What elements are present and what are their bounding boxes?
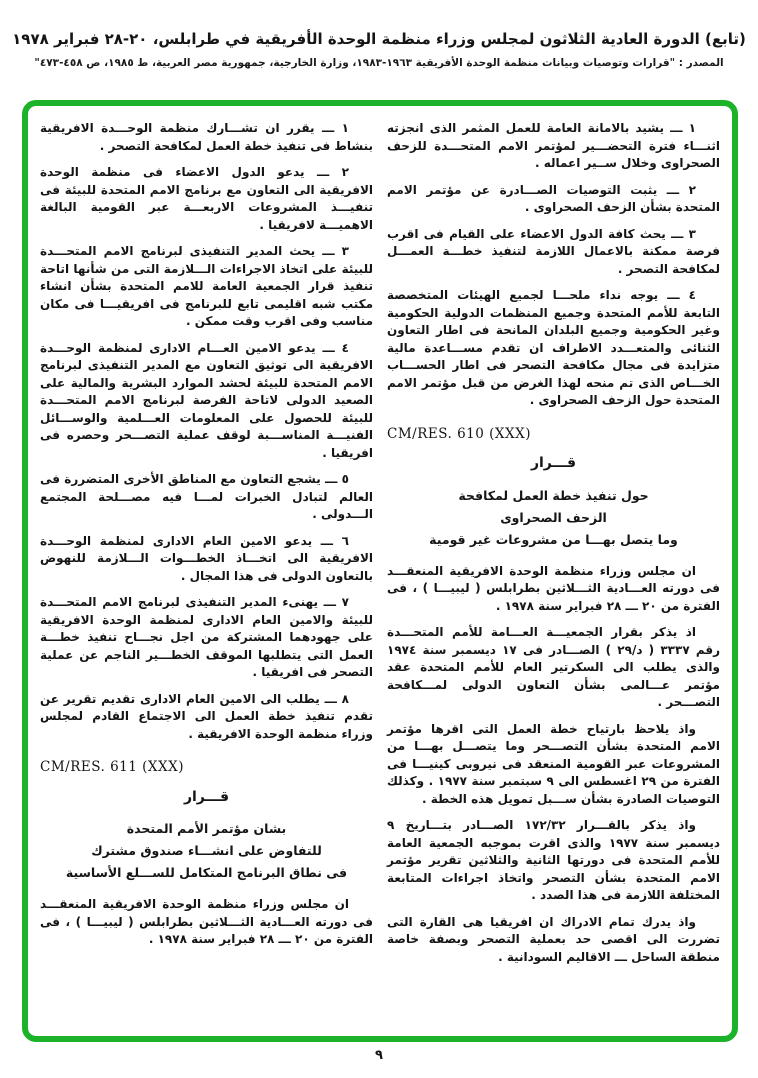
paragraph: ٤ ـــ يوجه نداء ملحـــا لجميع الهيئات المتخصصة التابعة للأمم المتحدة وجميع المنظمات الدولية الحكومية وغير الحكومية وجميع البلدان المانحة فى اطار التعاون الثنائى والمتعـــدد الاطراف ان تقدم مســـاعدة مالية متزايدة فى مجال مكافحة التصحر فى اطار الحســـاب الخـــاص الذى تم منحه لهذا الغرض من قبل مؤتمر الامم المتحدة حول الزحف الصحراوى .: [387, 288, 720, 407]
resolution-subtitle: بشان مؤتمر الأمم المتحدة للتفاوض على انشـــاء صندوق مشترك فى نطاق البرنامج المتكامل للســـلع الأساسية: [65, 821, 348, 880]
resolution-heading: قـــرار: [183, 788, 230, 805]
paragraph: ان مجلس وزراء منظمة الوحدة الافريقية المنعقـــد فى دورته العـــادية الثـــلاثين بطرابلس ( ليبيـــا ) ، فى الفترة من ٢٠ ـــ ٢٨ فبراير سنة ١٩٧٨ .: [387, 563, 720, 613]
paragraph: ١ ـــ يقرر ان تشـــارك منظمة الوحـــدة الافريقية بنشاط فى تنفيذ خطة العمل لمكافحة التصحر .: [40, 121, 373, 153]
paragraph: ٢ ـــ يدعو الدول الاعضاء فى منظمة الوحدة الافريقية الى التعاون مع برنامج الامم المتحدة للبيئة فى تنفيـــذ المشروعات الاربعـــة عبر القومية البالغة الاهميـــة لافريقيا .: [40, 165, 373, 232]
paragraph: اذ يذكر بقرار الجمعيـــة العـــامة للأمم المتحـــدة رقم ٣٣٣٧ ( د/٢٩ ) الصـــادر فى ١٧ ديسمبر سنة ١٩٧٤ والذى يطلب الى السكرتير العام للأمم المتحدة عقد مؤتمر عـــالمى بشأن التعاون الدولى لمـــكافحة التصـــحر .: [387, 625, 720, 709]
paragraph: ان مجلس وزراء منظمة الوحدة الافريقية المنعقـــد فى دورته العـــادية الثـــلاثين بطرابلس ( ليبيـــا ) ، فى الفترة من ٢٠ ـــ ٢٨ فبراير سنة ١٩٧٨ .: [40, 897, 373, 946]
paragraph: ٧ ـــ يهنىء المدير التنفيذى لبرنامج الامم المتحـــدة للبيئة والامين العام الادارى لمنظمة الوحدة الافريقية على جهودهما المشتركة من اجل نجـــاح تنفيذ خطـــة العمل التى يتطلبها الموقف الخطـــير الناجم عن عملية التصحر فى افريقيا .: [40, 595, 373, 679]
resolution-code: CM/RES. 610 (XXX): [387, 425, 531, 442]
paragraph: واذ يلاحظ بارتياح خطة العمل التى اقرها مؤتمر الامم المتحدة بشأن التصـــحر وما يتصـــل بهـــا من المشروعات عبر القومية المنعقد فى نيروبى كينيـــا فى الفترة من ٢٩ اغسطس الى ٩ سبتمبر سنة ١٩٧٧ . وكذلك التوصيات الصادرة بشأن ســـبل تمويل هذه الخطة .: [387, 721, 721, 806]
two-column-body: [28, 106, 732, 1036]
column-left: [40, 120, 373, 1028]
source-line: المصدر : "قرارات وتوصيات وبيانات منظمة الوحدة الأفريقية ١٩٦٣-١٩٨٣، وزارة الخارجية، جمهورية مصر العربية، ط ١٩٨٥، ص ٤٥٨-٤٧٣": [34, 57, 724, 69]
paragraph: ٣ ـــ يحث المدير التنفيذى لبرنامج الامم المتحـــدة للبيئة على اتخاذ الاجراءات الـــلازمة التى من شأنها اتاحة تنفيذ قرار الجمعية العامة للامم المتحدة بشأن انشاء مكتب شبه اقليمى تابع للبرنامج فى افريقيـــا فى مكان مناسب وفى اقرب وقت ممكن .: [40, 244, 373, 328]
page-title: (تابع) الدورة العادية الثلاثون لمجلس وزراء منظمة الوحدة الأفريقية في طرابلس، ٢٠-٢٨ فبراير ١٩٧٨: [12, 30, 746, 48]
paragraph: ٦ ـــ يدعو الامين العام الادارى لمنظمة الوحـــدة الافريقية الى اتخـــاذ الخطـــوات الـــلازمة للنهوض بالتعاون الدولى فى هذا المجال .: [40, 533, 373, 583]
column-right: [387, 120, 720, 1028]
paragraph: ٤ ـــ يدعو الامين العـــام الادارى لمنظمة الوحـــدة الافريقية الى توثيق التعاون مع المدير التنفيذى لبرنامج الامم المتحدة للبيئة لحشد الموارد البشرية والمالية على الصعيد الدولى لاتاحة الفرصة لبرنامج الامم المتحـــدة للبيئة للحصول على المعلومات العـــلمية والوســـائل الفنيـــة المناســـبة لوقف عملية التصـــحر وحصره فى افريقيا .: [40, 340, 373, 460]
document-header: [0, 30, 758, 69]
paragraph: واذ يذكر بالقـــرار ١٧٢/٣٢ الصـــادر بتـــاريخ ٩ ديسمبر سنة ١٩٧٧ والذى اقرت بموجبه الجمعية العامة للأمم المتحدة فى دورتها الثانية والثلاثين تقرير مؤتمر الامم المتحدة بشأن التصحر واتخاذ اجراءات المتابعة المختلفة اللازمة فى هذا الصدد .: [387, 818, 721, 902]
paragraph: واذ يدرك تمام الادراك ان افريقيا هى القارة التى تضررت الى اقصى حد بعملية التصحر وبصفة خاصة منطقة الساحل ـــ الاقاليم السودانية .: [387, 914, 720, 964]
paragraph: ٨ ـــ يطلب الى الامين العام الادارى تقديم تقرير عن تقدم تنفيذ خطة العمل الى الاجتماع القادم لمجلس وزراء منظمة الوحدة الافريقية .: [40, 691, 373, 741]
green-border-frame: [22, 100, 738, 1042]
paragraph: ١ ـــ يشيد بالامانة العامة للعمل المثمر الذى انجزته اثنـــاء فترة التحضـــير لمؤتمر الامم المتحـــدة للزحف الصحراوى وخلال ســير اعماله .: [387, 121, 720, 170]
resolution-heading: قـــرار: [530, 455, 577, 471]
paragraph: ٢ ـــ يثبت التوصيات الصـــادرة عن مؤتمر الامم المتحدة بشأن الزحف الصحراوى .: [387, 182, 720, 214]
resolution-subtitle: حول تنفيذ خطة العمل لمكافحة الزحف الصحراوى وما يتصل بهـــا من مشروعات غير قومية: [429, 487, 678, 547]
paragraph: ٥ ـــ يشجع التعاون مع المناطق الأخرى المتضررة فى العالم لتبادل الخبرات لمـــا فيه مصـــلحة المجتمع الـــدولى .: [40, 472, 373, 521]
resolution-code: CM/RES. 611 (XXX): [40, 759, 184, 775]
page-number: ٩: [375, 1048, 383, 1063]
paragraph: ٣ ـــ يحث كافة الدول الاعضاء على القيام فى اقرب فرصة ممكنة بالاعمال اللازمة لتنفيذ خطـــة العمـــل لمكافحة التصحر .: [387, 226, 720, 276]
